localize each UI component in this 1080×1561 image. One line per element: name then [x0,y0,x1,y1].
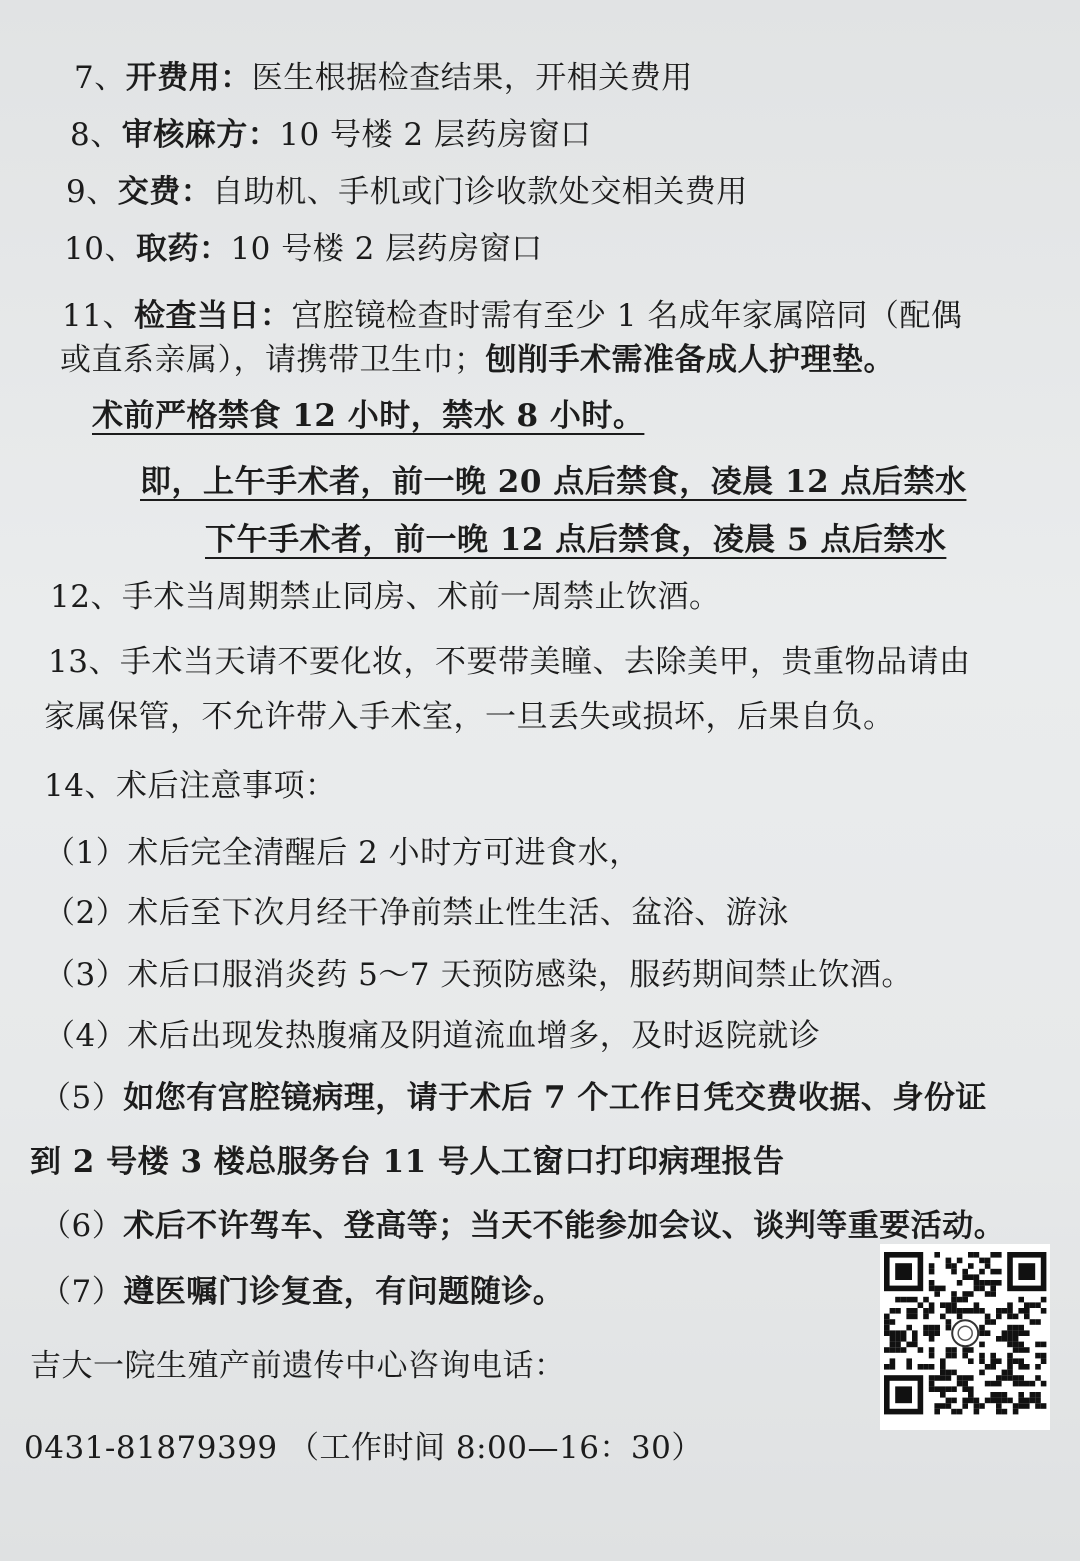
step-9 [66,172,748,212]
fasting-morning: 即，上午手术者，前一晚 20 点后禁食，凌晨 12 点后禁水 [140,464,967,500]
step-13-line1: 13、手术当天请不要化妆，不要带美瞳、去除美甲，贵重物品请由 [48,644,971,680]
step-11-body2: 或直系亲属），请携带卫生巾； [60,342,486,378]
postop-item-6-num: （6） [40,1208,124,1244]
step-7-num: 7、 [74,60,126,96]
postop-item-1-num: （1） [44,835,128,871]
fasting-rule: 术前严格禁食 12 小时，禁水 8 小时。 [92,398,645,434]
step-11-num: 11、 [62,298,134,334]
postop-item-5-text: 如您有宫腔镜病理，请于术后 7 个工作日凭交费收据、身份证 [123,1080,987,1116]
postop-item-3-text: 术后口服消炎药 5～7 天预防感染，服药期间禁止饮酒。 [127,957,913,993]
step-11-head: 检查当日： [133,298,292,334]
fasting-afternoon: 下午手术者，前一晚 12 点后禁食，凌晨 5 点后禁水 [205,522,947,558]
postop-item-1-text: 术后完全清醒后 2 小时方可进食水， [127,835,641,871]
postop-item-1 [44,833,641,873]
postop-item-5-line2: 到 2 号楼 3 楼总服务台 11 号人工窗口打印病理报告 [30,1144,785,1180]
step-11-body2-bold: 刨削手术需准备成人护理垫。 [485,342,895,378]
postop-item-2 [44,893,789,933]
postop-item-2-num: （2） [44,895,128,931]
postop-item-6 [40,1206,1005,1246]
postop-item-2-text: 术后至下次月经干净前禁止性生活、盆浴、游泳 [127,895,789,931]
postop-item-7-num: （7） [40,1274,124,1310]
step-10-head: 取药： [135,231,231,267]
step-7-body: 医生根据检查结果，开相关费用 [251,60,693,96]
step-11-line2 [60,340,895,380]
postop-item-7 [40,1272,564,1312]
postop-item-4-text: 术后出现发热腹痛及阴道流血增多，及时返院就诊 [127,1018,821,1054]
step-9-num: 9、 [66,174,118,210]
postop-item-3-num: （3） [44,957,128,993]
postop-item-3 [44,955,913,995]
step-14-title: 14、术后注意事项： [44,768,337,804]
step-11-line1 [62,296,962,336]
step-10-num: 10、 [64,231,136,267]
postop-item-5-num: （5） [40,1080,124,1116]
postop-item-7-text: 遵医嘱门诊复查，有问题随诊。 [123,1274,565,1310]
step-9-head: 交费： [117,174,213,210]
step-8-head: 审核麻方： [121,117,280,153]
step-8-body: 10 号楼 2 层药房窗口 [279,117,592,153]
postop-item-4 [44,1016,820,1056]
step-10 [64,229,543,269]
step-12: 12、手术当周期禁止同房、术前一周禁止饮酒。 [50,579,721,615]
postop-item-5 [40,1078,987,1118]
contact-label: 吉大一院生殖产前遗传中心咨询电话： [30,1348,566,1384]
contact-hours: （工作时间 8:00—16：30） [288,1430,703,1466]
qr-code-graphic [880,1244,1050,1430]
step-8-num: 8、 [70,117,122,153]
step-10-body: 10 号楼 2 层药房窗口 [230,231,543,267]
step-7-head: 开费用： [125,60,252,96]
postop-item-4-num: （4） [44,1018,128,1054]
step-11-body1: 宫腔镜检查时需有至少 1 名成年家属陪同（配偶 [291,298,963,334]
postop-item-6-text: 术后不许驾车、登高等；当天不能参加会议、谈判等重要活动。 [123,1208,1006,1244]
qr-code[interactable] [880,1244,1050,1430]
step-9-body: 自助机、手机或门诊收款处交相关费用 [212,174,748,210]
contact-phone: 0431-81879399 [24,1430,278,1466]
contact-phone-line [24,1428,703,1468]
step-7 [74,58,693,98]
step-13-line2: 家属保管，不允许带入手术室，一旦丢失或损坏，后果自负。 [44,699,895,735]
step-8 [70,115,591,155]
